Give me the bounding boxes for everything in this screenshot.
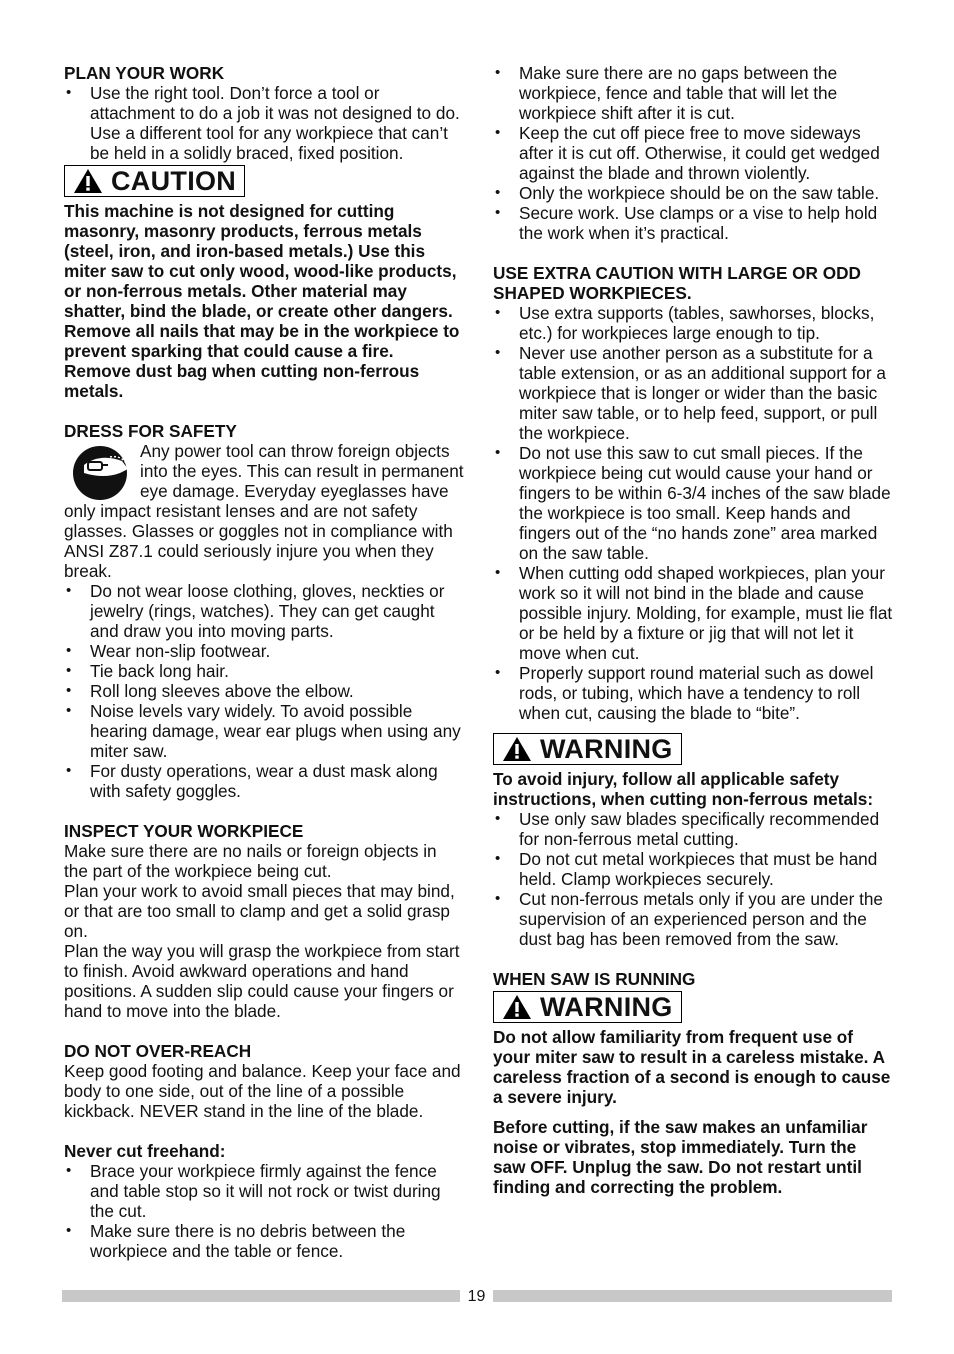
inspect-workpiece-heading: INSPECT YOUR WORKPIECE xyxy=(64,821,304,841)
list-item: • Roll long sleeves above the elbow. xyxy=(64,681,464,701)
list-item: • Make sure there are no gaps between the workpiece, fence and table that will let the workpiece shift after it is cut. xyxy=(493,63,893,123)
list-item: • Make sure there is no debris between the workpiece and the table or fence. xyxy=(64,1221,464,1261)
freehand-heading: Never cut freehand: xyxy=(64,1141,226,1161)
list-item: • Secure work. Use clamps or a vise to help hold the work when it’s practical. xyxy=(493,203,893,243)
warning-banner-1 xyxy=(493,733,682,765)
right-column xyxy=(493,63,893,1197)
eye-warning-block xyxy=(64,441,464,581)
inspect-paragraph-1: Make sure there are no nails or foreign objects in the part of the workpiece being cut. xyxy=(64,841,437,881)
list-item: • Keep the cut off piece free to move sideways after it is cut off. Otherwise, it could get wedged against the blade and thrown violently. xyxy=(493,123,893,183)
dress-for-safety-heading: DRESS FOR SAFETY xyxy=(64,421,237,441)
warning-label-2: WARNING xyxy=(540,992,673,1022)
plan-bullet-list xyxy=(64,83,464,163)
caution-label: CAUTION xyxy=(111,166,237,196)
footer-bar-right xyxy=(493,1290,892,1302)
plan-your-work-heading: PLAN YOUR WORK xyxy=(64,63,225,83)
list-item: • Noise levels vary widely. To avoid possible hearing damage, wear ear plugs when using any miter saw. xyxy=(64,701,464,761)
dress-bullet-list xyxy=(64,581,464,801)
freehand-bullet-list xyxy=(64,1161,464,1261)
warning-2-paragraph-2: Before cutting, if the saw makes an unfamiliar noise or vibrates, stop immediately. Turn the saw OFF. Unplug the saw. Do not restart until finding and correcting the problem. xyxy=(493,1117,868,1197)
dress-intro-text: Any power tool can throw foreign objects into the eyes. This can result in permanent eye damage. Everyday eyeglasses have only impact resistant lenses and are not safety glasses. Glasses or goggles not in compliance with ANSI Z87.1 could seriously injure you when they break. xyxy=(64,441,464,581)
list-item: • Cut non-ferrous metals only if you are under the supervision of an experienced person and the dust bag has been removed from the saw. xyxy=(493,889,893,949)
list-item: • Do not wear loose clothing, gloves, neckties or jewelry (rings, watches). They can get caught and draw you into moving parts. xyxy=(64,581,464,641)
list-item: • Use the right tool. Don’t force a tool or attachment to do a job it was not designed to do. Use a different tool for any workpiece that can’t be held in a solidly braced, fixed position. xyxy=(64,83,464,163)
over-reach-heading: DO NOT OVER-REACH xyxy=(64,1041,252,1061)
warning-label-1: WARNING xyxy=(540,734,673,764)
safety-goggles-icon xyxy=(70,443,134,501)
list-item: • Do not cut metal workpieces that must be hand held. Clamp workpieces securely. xyxy=(493,849,893,889)
extra-caution-heading: USE EXTRA CAUTION WITH LARGE OR ODD SHAPED WORKPIECES. xyxy=(493,263,861,303)
inspect-paragraph-2: Plan your work to avoid small pieces that may bind, or that are too small to clamp and get a solid grasp on. xyxy=(64,881,455,941)
list-item: • Do not use this saw to cut small pieces. If the workpiece being cut would cause your hand or fingers to be within 6-3/4 inches of the saw blade the workpiece is too small. Keep hands and fingers out of the “no hands zone” area marked on the saw table. xyxy=(493,443,893,563)
extra-caution-bullet-list xyxy=(493,303,893,723)
warning-1-intro: To avoid injury, follow all applicable safety instructions, when cutting non-ferrous metals: xyxy=(493,769,874,809)
warning-triangle-icon xyxy=(73,168,103,194)
list-item: • Properly support round material such as dowel rods, or tubing, which have a tendency to roll when cut, causing the blade to “bite”. xyxy=(493,663,893,723)
inspect-paragraph-3: Plan the way you will grasp the workpiece from start to finish. Avoid awkward operations and hand positions. A sudden slip could cause your fingers or hand to move into the blade. xyxy=(64,941,460,1021)
list-item: • Wear non-slip footwear. xyxy=(64,641,464,661)
over-reach-text: Keep good footing and balance. Keep your face and body to one side, out of the line of a possible kickback. NEVER stand in the line of the blade. xyxy=(64,1061,461,1121)
list-item: • Use extra supports (tables, sawhorses, blocks, etc.) for workpieces large enough to tip. xyxy=(493,303,893,343)
list-item: • For dusty operations, wear a dust mask along with safety goggles. xyxy=(64,761,464,801)
workpiece-bullet-list xyxy=(493,63,893,243)
caution-banner xyxy=(64,165,245,197)
list-item: • When cutting odd shaped workpieces, plan your work so it will not bind in the blade and cause possible injury. Molding, for example, must lie flat or be held by a fixture or jig that will not let it move when cut. xyxy=(493,563,893,663)
caution-text: This machine is not designed for cutting masonry, masonry products, ferrous metals (steel, iron, and iron-based metals.) Use this miter saw to cut only wood, wood-like products, or non-ferrous metals. Other material may shatter, bind the blade, or create other dangers. Remove all nails that may be in the workpiece to prevent sparking that could cause a fire. Remove dust bag when cutting non-ferrous metals. xyxy=(64,201,460,401)
page-number: 19 xyxy=(467,1288,486,1305)
warning-banner-2 xyxy=(493,991,682,1023)
list-item: • Only the workpiece should be on the saw table. xyxy=(493,183,893,203)
warning-2-paragraph-1: Do not allow familiarity from frequent use of your miter saw to result in a careless mistake. A careless fraction of a second is enough to cause a severe injury. xyxy=(493,1027,891,1107)
footer-bar-left xyxy=(62,1290,460,1302)
list-item: • Use only saw blades specifically recommended for non-ferrous metal cutting. xyxy=(493,809,893,849)
warning-1-bullet-list xyxy=(493,809,893,949)
list-item: • Brace your workpiece firmly against the fence and table stop so it will not rock or twist during the cut. xyxy=(64,1161,464,1221)
warning-triangle-icon xyxy=(502,994,532,1020)
list-item: • Tie back long hair. xyxy=(64,661,464,681)
saw-running-heading: WHEN SAW IS RUNNING xyxy=(493,969,696,989)
warning-triangle-icon xyxy=(502,736,532,762)
list-item: • Never use another person as a substitute for a table extension, or as an additional support for a workpiece that is longer or wider than the basic miter saw table, or to help feed, support, or pull the workpiece. xyxy=(493,343,893,443)
left-column xyxy=(64,63,464,1261)
